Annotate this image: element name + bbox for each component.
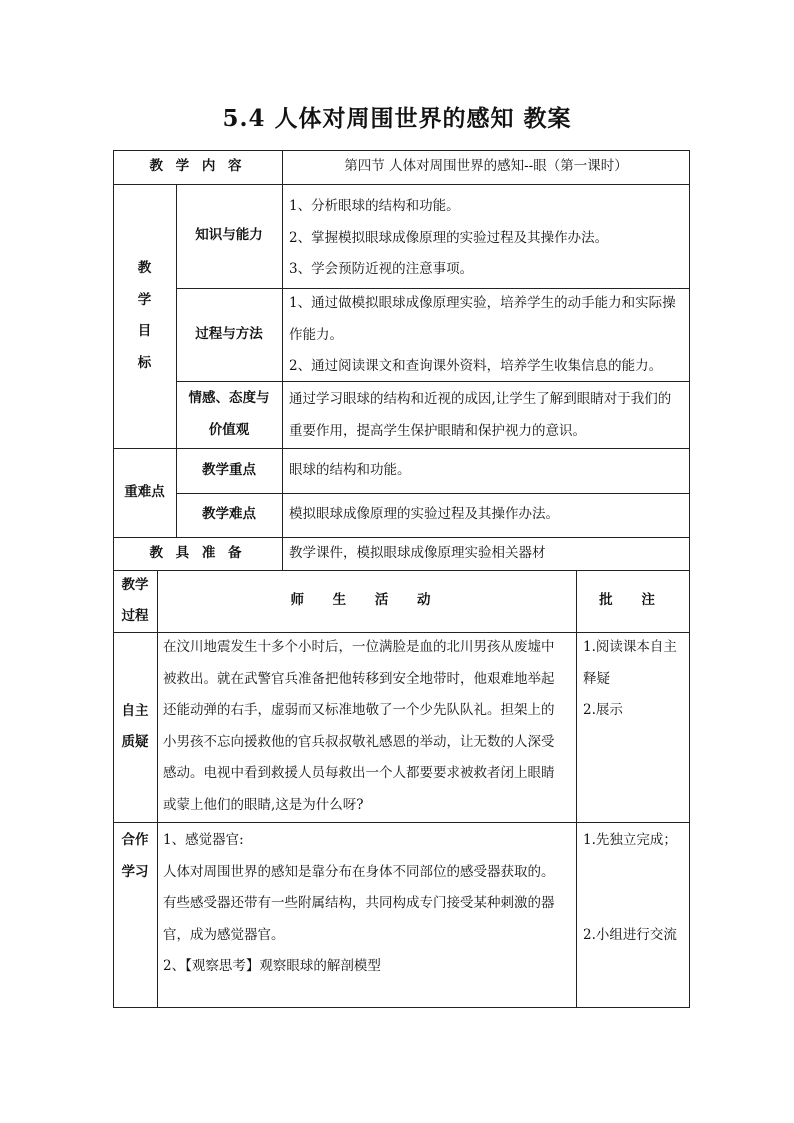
knowledge-ability-text: 1、分析眼球的结构和功能。 2、掌握模拟眼球成像原理的实验过程及其操作办法。 3、学会预防近视的注意事项。 — [289, 198, 609, 277]
key-point-text: 眼球的结构和功能。 — [289, 461, 411, 478]
process-method-label: 过程与方法 — [195, 325, 263, 342]
content-value: 第四节 人体对周围世界的感知--眼（第一课时） — [344, 158, 628, 175]
hard-point-label: 教学难点 — [202, 506, 256, 523]
cooperative-learning-text: 1、感觉器官: 人体对周围世界的感知是靠分布在身体不同部位的感受器获取的。 有些感受器还带有一些附属结构，共同构成专门接受某种刺激的器 官，成为感觉器官。 2、【观察思考】观察眼球的解剖模型 — [163, 832, 555, 974]
lesson-plan-table — [113, 150, 690, 1007]
cooperative-learning-label: 合作 学习 — [121, 832, 149, 880]
tools-label: 教 具 准 备 — [149, 544, 246, 561]
self-question-label: 自主 质疑 — [121, 702, 149, 750]
hard-point-text: 模拟眼球成像原理的实验过程及其操作办法。 — [289, 506, 559, 523]
content-label: 教 学 内 容 — [149, 158, 246, 175]
self-question-notes: 1.阅读课本自主 释疑 2.展示 — [583, 639, 677, 718]
page-title: 5.4 人体对周围世界的感知 教案 — [222, 105, 572, 132]
notes-header: 批 注 — [599, 592, 667, 609]
activity-header: 师 生 活 动 — [290, 592, 443, 609]
emotion-attitude-text: 通过学习眼球的结构和近视的成因,让学生了解到眼睛对于我们的 重要作用，提高学生保护眼睛和保护视力的意识。 — [289, 391, 672, 439]
objectives-label: 教 学 目 标 — [137, 260, 152, 371]
self-question-text: 在汶川地震发生十多个小时后，一位满脸是血的北川男孩从废墟中 被救出。就在武警官兵准备把他转移到安全地带时，他艰难地举起 还能动弹的右手，虚弱而又标准地敬了一个少先队队礼。担架上的 小男孩不忘向援救他的官兵叔叔敬礼感恩的举动，让无数的人深受 感动。电视中看到救援人员每救出一个人都要要求被救者闭上眼睛 或蒙上他们的眼睛,这是为什么呀? — [163, 639, 555, 813]
key-point-label: 教学重点 — [202, 461, 256, 478]
cooperative-learning-notes: 1.先独立完成； 2.小组进行交流 — [583, 832, 677, 943]
process-label: 教学 过程 — [121, 576, 149, 624]
difficulty-label: 重难点 — [124, 483, 165, 500]
process-method-text: 1、通过做模拟眼球成像原理实验，培养学生的动手能力和实际操 作能力。 2、通过阅读课文和查询课外资料，培养学生收集信息的能力。 — [289, 295, 676, 374]
knowledge-ability-label: 知识与能力 — [195, 227, 263, 244]
emotion-attitude-label: 情感、态度与 价值观 — [188, 390, 270, 438]
tools-text: 教学课件，模拟眼球成像原理实验相关器材 — [289, 544, 546, 561]
